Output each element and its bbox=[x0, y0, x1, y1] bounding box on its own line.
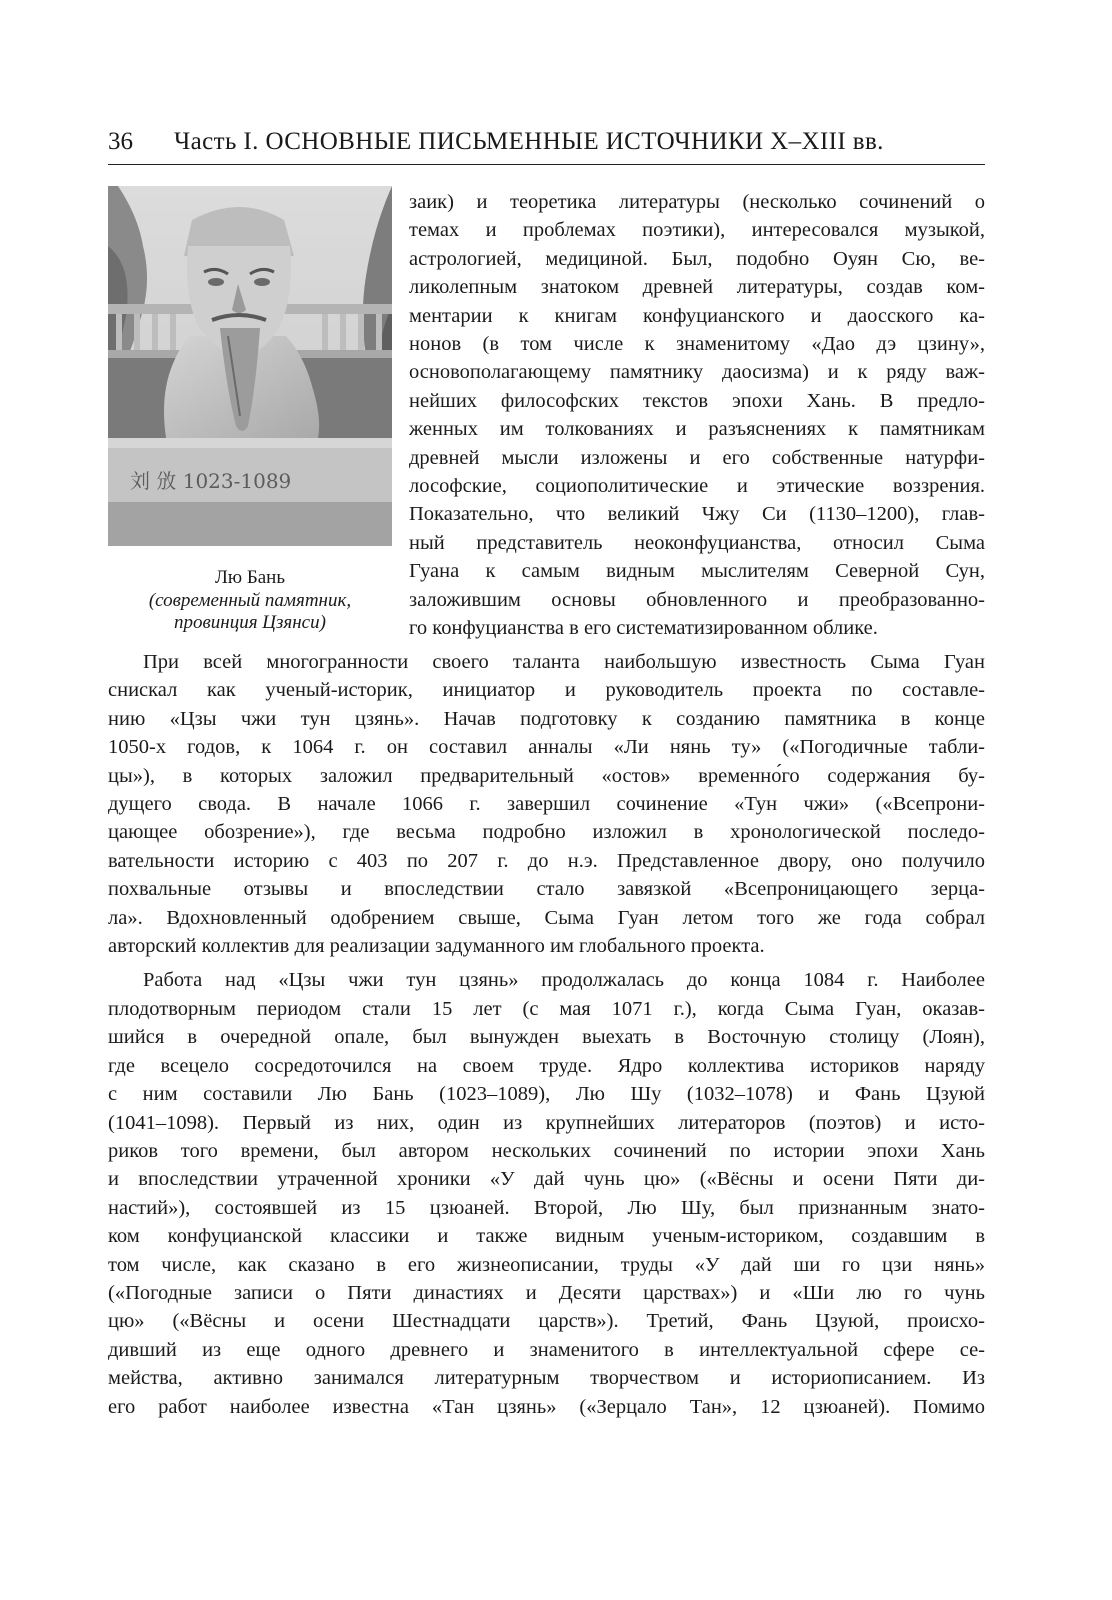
text-line: ла». Вдохновленный одобрением свыше, Сыма Гуан летом того же года собрал bbox=[108, 906, 985, 929]
text-line: (1041–1098). Первый из них, один из крупнейших литераторов (поэтов) и исто- bbox=[108, 1111, 985, 1134]
text-line: Гуана к самым видным мыслителям Северной Сун, bbox=[409, 560, 985, 583]
paragraph-2 bbox=[108, 966, 985, 1421]
text-line: дущего свода. В начале 1066 г. завершил сочинение «Тун чжи» («Всепрони- bbox=[108, 793, 985, 816]
text-line: где всецело сосредоточился на своем труде. Ядро коллектива историков наряду bbox=[108, 1054, 985, 1077]
text-line: дивший из еще одного древнего и знаменитого в интеллектуальной сфере се- bbox=[108, 1338, 985, 1361]
text-line: его работ наиболее известна «Тан цзянь» («Зерцало Тан», 12 цзюаней). Помимо bbox=[108, 1395, 985, 1418]
text-line: цы»), в которых заложил предварительный «остов» временно́го содержания бу- bbox=[108, 764, 985, 787]
text-line: Работа над «Цзы чжи тун цзянь» продолжалась до конца 1084 г. Наиболее bbox=[143, 969, 985, 992]
text-line: Показательно, что великий Чжу Си (1130–1200), глав- bbox=[409, 503, 985, 526]
text-line: шийся в очередной опале, был вынужден выехать в Восточную столицу (Лоян), bbox=[108, 1026, 985, 1049]
text-line: плодотворным периодом стали 15 лет (с мая 1071 г.), когда Сыма Гуан, оказав- bbox=[108, 997, 985, 1020]
text-line: ментарии к книгам конфуцианского и даосского ка- bbox=[409, 304, 985, 327]
text-line: том числе, как сказано в его жизнеописании, труды «У дай ши го цзи нянь» bbox=[108, 1253, 985, 1276]
text-line: нейших философских текстов эпохи Хань. В предло- bbox=[409, 389, 985, 412]
running-header bbox=[108, 126, 985, 165]
text-line: го конфуцианства в его систематизированном облике. bbox=[409, 617, 878, 640]
text-line: авторский коллектив для реализации задуманного им глобального проекта. bbox=[108, 935, 765, 958]
text-line: 1050-х годов, к 1064 г. он составил анналы «Ли нянь ту» («Погодичные табли- bbox=[108, 736, 985, 759]
text-line: цю» («Вёсны и осени Шестнадцати царств»). Третий, Фань Цзуюй, происхо- bbox=[108, 1310, 985, 1333]
figure-caption bbox=[108, 567, 392, 635]
text-line: астрологией, медициной. Был, подобно Оуян Сю, ве- bbox=[409, 247, 985, 270]
caption-name: Лю Бань bbox=[214, 567, 285, 588]
text-line: женных им толкованиях и разъяснениях к памятникам bbox=[409, 418, 985, 441]
text-line: ликолепным знатоком древней литературы, создав ком- bbox=[409, 276, 985, 299]
running-title: Часть I. ОСНОВНЫЕ ПИСЬМЕННЫЕ ИСТОЧНИКИ X–XIII вв. bbox=[174, 128, 884, 155]
statue-photo bbox=[108, 186, 392, 546]
text-line: нию «Цзы чжи тун цзянь». Начав подготовку к созданию памятника в конце bbox=[108, 707, 985, 730]
text-line: с ним составили Лю Бань (1023–1089), Лю Шу (1032–1078) и Фань Цзуюй bbox=[108, 1083, 985, 1106]
text-line: похвальные отзывы и впоследствии стало завязкой «Всепроницающего зерца- bbox=[108, 878, 985, 901]
text-line: темах и проблемах поэтики), интересовался музыкой, bbox=[409, 219, 985, 242]
text-line: заложившим основы обновленного и преобразованно- bbox=[409, 588, 985, 611]
text-line: риков того времени, был автором нескольких сочинений по истории эпохи Хань bbox=[108, 1139, 985, 1162]
text-line: мейства, активно занимался литературным творчеством и историописанием. Из bbox=[108, 1367, 985, 1390]
text-line: снискал как ученый-историк, инициатор и руководитель проекта по составле- bbox=[108, 679, 985, 702]
text-line: заик) и теоретика литературы (несколько сочинений о bbox=[409, 191, 985, 213]
text-line: основополагающему памятнику даосизма) и к ряду важ- bbox=[409, 361, 985, 384]
text-line: лософские, социополитические и этические воззрения. bbox=[409, 475, 985, 498]
paragraph-1 bbox=[108, 648, 985, 960]
text-line: настий»), состоявшей из 15 цзюаней. Второй, Лю Шу, был признанным знато- bbox=[108, 1196, 985, 1219]
caption-note-line-1: (современный памятник, bbox=[148, 589, 352, 611]
text-line: («Погодные записи о Пяти династиях и Десяти царствах») и «Ши лю го чунь bbox=[108, 1281, 985, 1304]
page-number: 36 bbox=[108, 128, 133, 155]
photo-inscription: 刘 攽 1023-1089 bbox=[130, 469, 292, 493]
caption-note-line-2: провинция Цзянси) bbox=[174, 612, 326, 633]
text-line: вательности историю с 403 по 207 г. до н.э. Представленное двору, оно получило bbox=[108, 849, 985, 872]
body-text bbox=[108, 648, 985, 1421]
text-line: и впоследствии утраченной хроники «У дай чунь цю» («Вёсны и осени Пяти ди- bbox=[108, 1168, 985, 1191]
text-line: цающее обозрение»), где весьма подробно изложил в хронологической последо- bbox=[108, 821, 985, 844]
text-line: нонов (в том числе к знаменитому «Дао дэ цзину», bbox=[409, 333, 985, 356]
text-line: При всей многогранности своего таланта наибольшую известность Сыма Гуан bbox=[143, 651, 985, 673]
text-line: ком конфуцианской классики и также видным ученым-историком, создавшим в bbox=[108, 1225, 985, 1248]
column-text bbox=[409, 188, 985, 643]
text-line: древней мысли изложены и его собственные натурфи- bbox=[409, 446, 985, 469]
text-line: ный представитель неоконфуцианства, относил Сыма bbox=[409, 531, 985, 554]
